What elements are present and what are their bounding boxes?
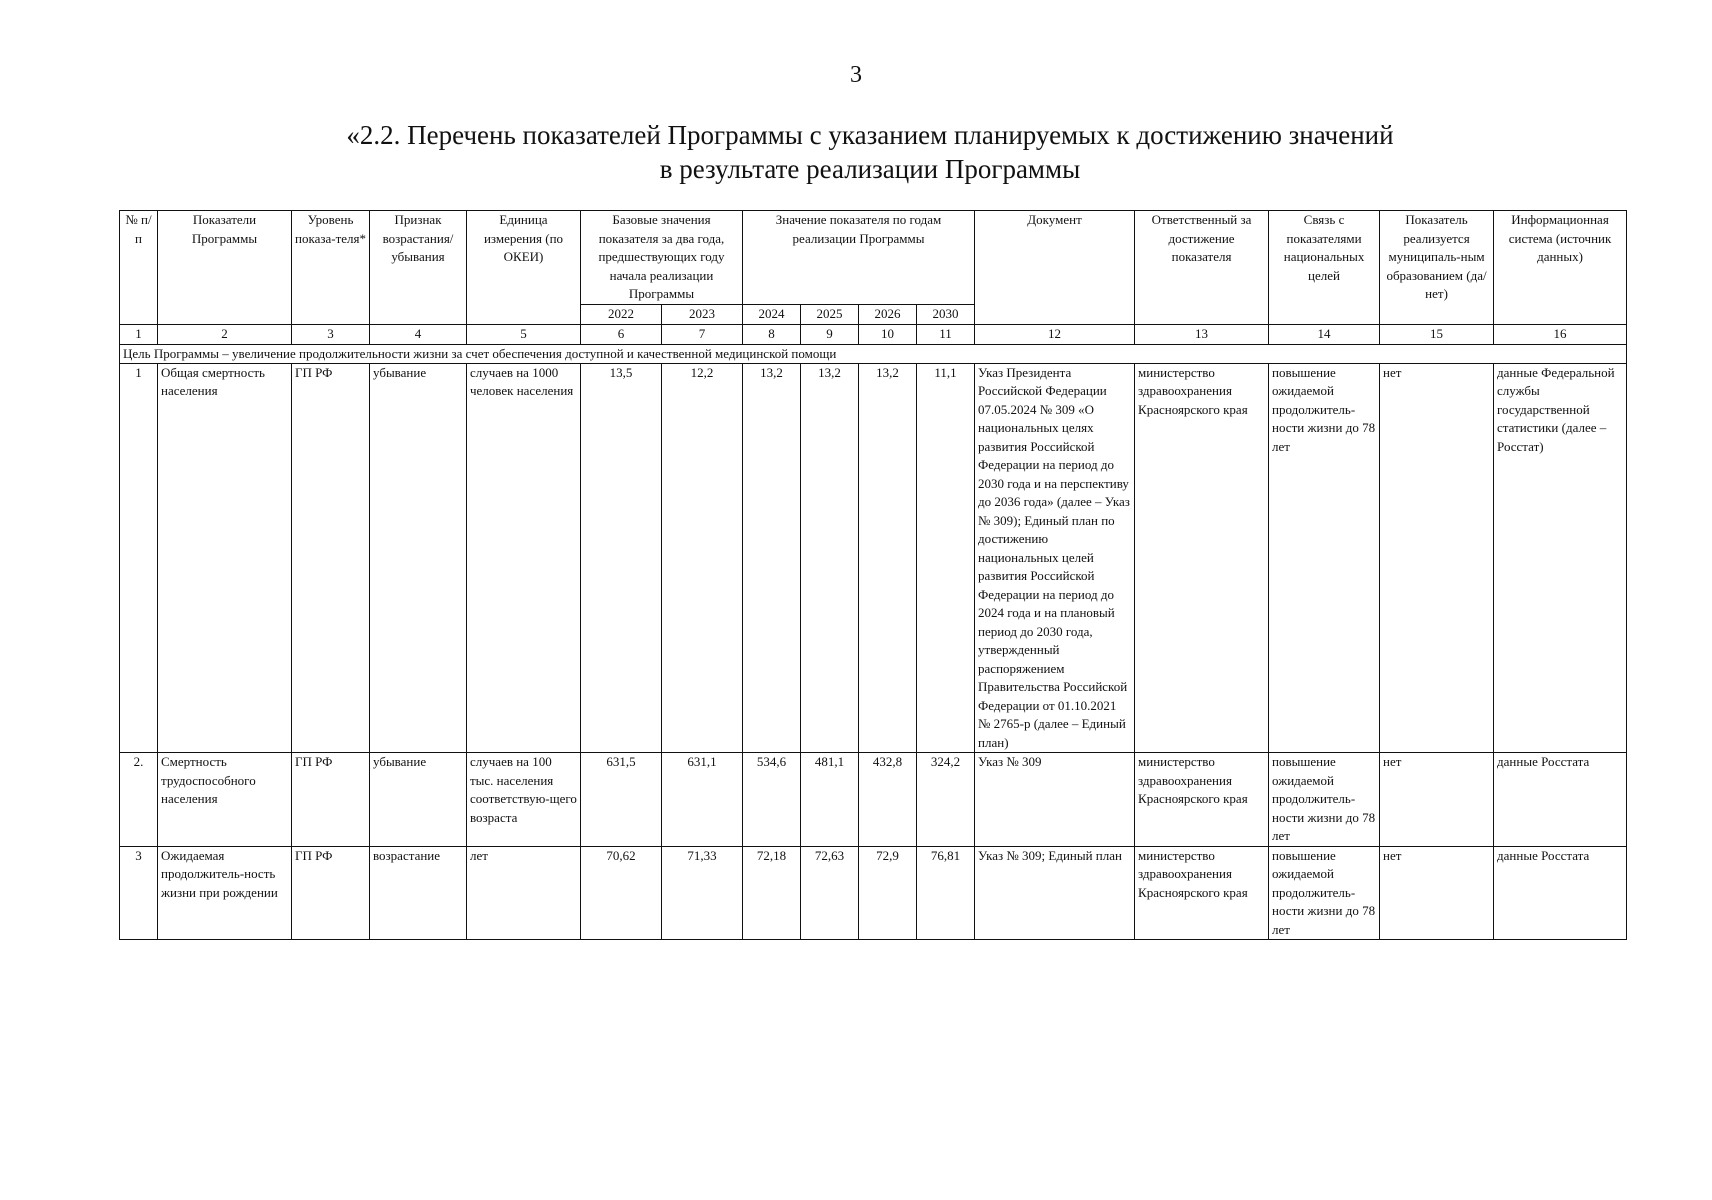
value-2026: 72,9 <box>859 846 917 940</box>
row-responsible: министерство здравоохранения Красноярского края <box>1135 846 1269 940</box>
value-2030: 11,1 <box>917 363 975 753</box>
col-number: 2 <box>158 324 292 344</box>
table-row <box>120 363 1627 753</box>
row-trend: возрастание <box>370 846 467 940</box>
row-indicator: Смертность трудоспособного населения <box>158 753 292 847</box>
row-unit: случаев на 1000 человек населения <box>467 363 581 753</box>
row-num: 2. <box>120 753 158 847</box>
row-responsible: министерство здравоохранения Красноярского края <box>1135 363 1269 753</box>
value-2024: 72,18 <box>743 846 801 940</box>
col-number: 14 <box>1269 324 1380 344</box>
row-municipal: нет <box>1380 846 1494 940</box>
row-level: ГП РФ <box>292 846 370 940</box>
value-2023: 71,33 <box>662 846 743 940</box>
row-num: 3 <box>120 846 158 940</box>
row-national-link: повышение ожидаемой продолжитель-ности жизни до 78 лет <box>1269 753 1380 847</box>
value-2023: 12,2 <box>662 363 743 753</box>
row-document: Указ № 309 <box>975 753 1135 847</box>
header-base-values: Базовые значения показателя за два года, предшествующих году начала реализации Программы <box>581 211 743 305</box>
col-number: 1 <box>120 324 158 344</box>
row-unit: лет <box>467 846 581 940</box>
header-target-values: Значение показателя по годам реализации Программы <box>743 211 975 305</box>
year-2030: 2030 <box>917 304 975 324</box>
header-municipal: Показатель реализуется муниципаль-ным образованием (да/нет) <box>1380 211 1494 325</box>
value-2025: 13,2 <box>801 363 859 753</box>
value-2022: 631,5 <box>581 753 662 847</box>
value-2025: 481,1 <box>801 753 859 847</box>
col-number: 7 <box>662 324 743 344</box>
value-2030: 76,81 <box>917 846 975 940</box>
value-2026: 13,2 <box>859 363 917 753</box>
goal-row <box>120 344 1627 363</box>
year-2025: 2025 <box>801 304 859 324</box>
col-number: 6 <box>581 324 662 344</box>
row-indicator: Ожидаемая продолжитель-ность жизни при рождении <box>158 846 292 940</box>
col-number: 3 <box>292 324 370 344</box>
row-unit: случаев на 100 тыс. населения соответствую-щего возраста <box>467 753 581 847</box>
column-numbers-row <box>120 324 1627 344</box>
row-municipal: нет <box>1380 363 1494 753</box>
row-municipal: нет <box>1380 753 1494 847</box>
value-2023: 631,1 <box>662 753 743 847</box>
col-number: 13 <box>1135 324 1269 344</box>
year-2022: 2022 <box>581 304 662 324</box>
header-document: Документ <box>975 211 1135 325</box>
row-document: Указ № 309; Единый план <box>975 846 1135 940</box>
col-number: 16 <box>1494 324 1627 344</box>
title-line-1: «2.2. Перечень показателей Программы с указанием планируемых к достижению значений <box>346 120 1394 150</box>
header-num: № п/п <box>120 211 158 325</box>
table-row <box>120 753 1627 847</box>
value-2022: 13,5 <box>581 363 662 753</box>
row-num: 1 <box>120 363 158 753</box>
year-2023: 2023 <box>662 304 743 324</box>
header-row <box>120 211 1627 305</box>
header-national-link: Связь с показателями национальных целей <box>1269 211 1380 325</box>
header-level: Уровень показа-теля* <box>292 211 370 325</box>
row-level: ГП РФ <box>292 753 370 847</box>
col-number: 12 <box>975 324 1135 344</box>
row-info-system: данные Росстата <box>1494 846 1627 940</box>
row-indicator: Общая смертность населения <box>158 363 292 753</box>
col-number: 8 <box>743 324 801 344</box>
col-number: 11 <box>917 324 975 344</box>
row-level: ГП РФ <box>292 363 370 753</box>
row-national-link: повышение ожидаемой продолжитель-ности жизни до 78 лет <box>1269 846 1380 940</box>
row-info-system: данные Федеральной службы государственной статистики (далее – Росстат) <box>1494 363 1627 753</box>
col-number: 10 <box>859 324 917 344</box>
col-number: 5 <box>467 324 581 344</box>
header-unit: Единица измерения (по ОКЕИ) <box>467 211 581 325</box>
row-responsible: министерство здравоохранения Красноярского края <box>1135 753 1269 847</box>
col-number: 15 <box>1380 324 1494 344</box>
col-number: 9 <box>801 324 859 344</box>
row-document: Указ Президента Российской Федерации 07.05.2024 № 309 «О национальных целях развития Российской Федерации на период до 2030 года и на перспективу до 2036 года» (далее – Указ № 309); Единый план по достижению национальных целей развития Российской Федерации на период до 2024 года и на плановый период до 2030 года, утвержденный распоряжением Правительства Российской Федерации от 01.10.2021 № 2765-р (далее – Единый план) <box>975 363 1135 753</box>
header-indicator: Показатели Программы <box>158 211 292 325</box>
header-info-system: Информационная система (источник данных) <box>1494 211 1627 325</box>
row-national-link: повышение ожидаемой продолжитель-ности жизни до 78 лет <box>1269 363 1380 753</box>
program-goal: Цель Программы – увеличение продолжительности жизни за счет обеспечения доступной и качественной медицинской помощи <box>120 344 1627 363</box>
header-responsible: Ответственный за достижение показателя <box>1135 211 1269 325</box>
table-row <box>120 846 1627 940</box>
value-2025: 72,63 <box>801 846 859 940</box>
year-2026: 2026 <box>859 304 917 324</box>
page-number: 3 <box>850 62 862 88</box>
value-2024: 534,6 <box>743 753 801 847</box>
row-info-system: данные Росстата <box>1494 753 1627 847</box>
value-2022: 70,62 <box>581 846 662 940</box>
value-2024: 13,2 <box>743 363 801 753</box>
header-trend: Признак возрастания/ убывания <box>370 211 467 325</box>
document-title <box>120 118 1620 186</box>
col-number: 4 <box>370 324 467 344</box>
value-2026: 432,8 <box>859 753 917 847</box>
value-2030: 324,2 <box>917 753 975 847</box>
indicators-table <box>119 210 1627 940</box>
title-line-2: в результате реализации Программы <box>659 154 1081 184</box>
row-trend: убывание <box>370 363 467 753</box>
row-trend: убывание <box>370 753 467 847</box>
year-2024: 2024 <box>743 304 801 324</box>
